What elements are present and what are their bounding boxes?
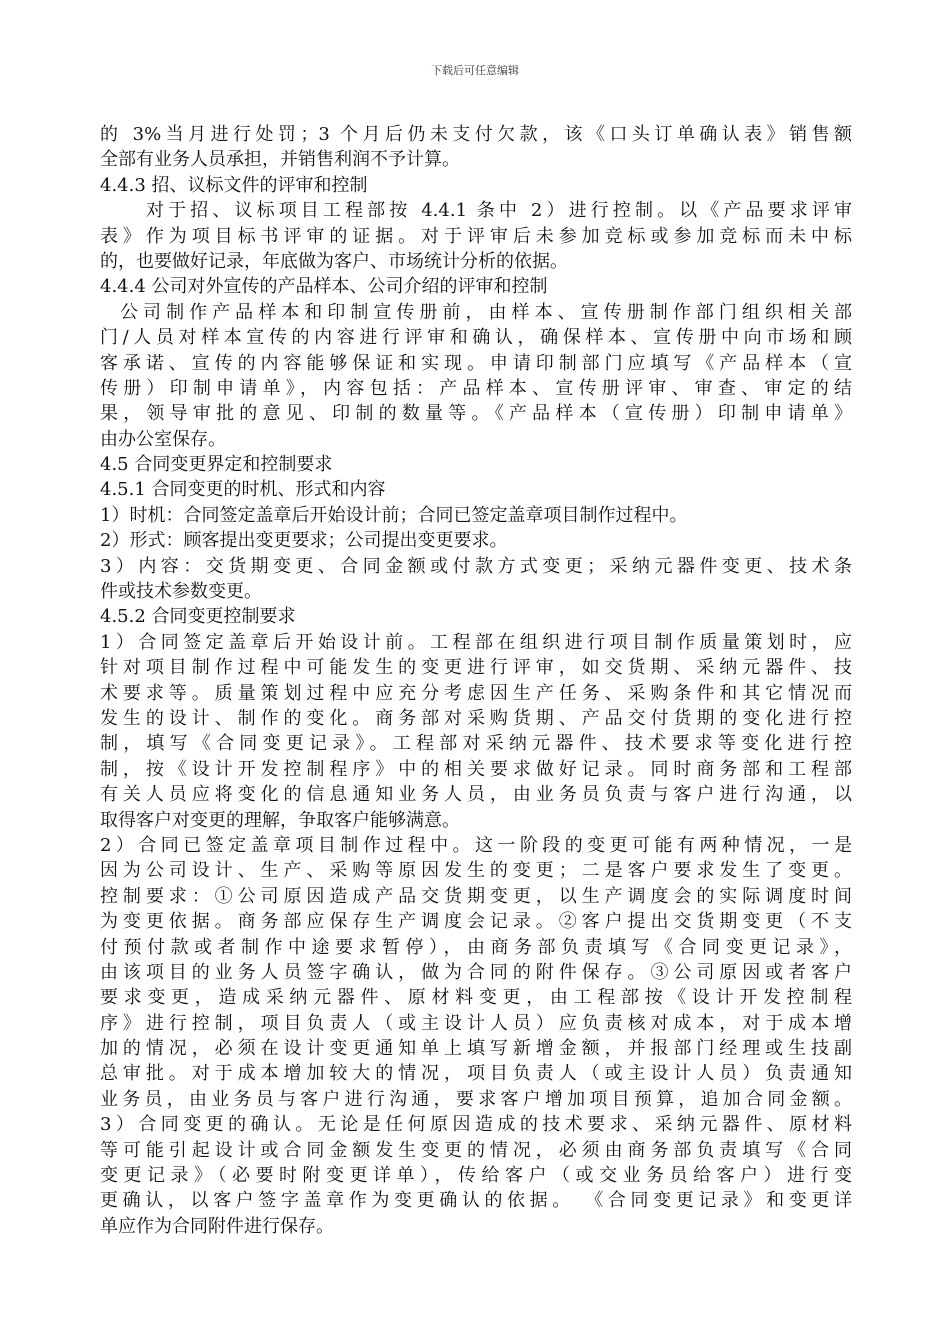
text-line: 4.5 合同变更界定和控制要求 [100, 454, 333, 476]
text-line: 等可能引起设计或合同金额发生变更的情况，必须由商务部负责填写《合同 [100, 1139, 852, 1161]
text-line: 由该项目的业务人员签字确认，做为合同的附件保存。③公司原因或者客户 [100, 961, 852, 983]
text-line: 由办公室保存。 [100, 428, 226, 450]
text-line: 门/人员对样本宣传的内容进行评审和确认，确保样本、宣传册中向市场和顾 [100, 327, 852, 349]
text-line: 制，按《设计开发控制程序》中的相关要求做好记录。同时商务部和工程部 [100, 758, 852, 780]
text-line: 全部有业务人员承担，并销售利润不予计算。 [100, 149, 460, 171]
text-line: 1）合同签定盖章后开始设计前。工程部在组织进行项目制作质量策划时，应 [100, 631, 852, 653]
text-line: 3）合同变更的确认。无论是任何原因造成的技术要求、采纳元器件、原材料 [100, 1114, 852, 1136]
text-line: 传册）印制申请单》，内容包括：产品样本、宣传册评审、审查、审定的结 [100, 377, 852, 399]
text-line: 序》进行控制，项目负责人（或主设计人员）应负责核对成本，对于成本增 [100, 1012, 852, 1034]
text-line: 客承诺、宣传的内容能够保证和实现。申请印制部门应填写《产品样本（宣 [100, 352, 852, 374]
text-line: 件或技术参数变更。 [100, 581, 262, 603]
text-line: 1）时机：合同签定盖章后开始设计前；合同已签定盖章项目制作过程中。 [100, 504, 688, 526]
document-body [100, 122, 852, 1239]
text-line: 付预付款或者制作中途要求暂停），由商务部负责填写《合同变更记录》， [100, 936, 852, 958]
text-line: 业务员，由业务员与客户进行沟通，要求客户增加项目预算，追加合同金额。 [100, 1088, 852, 1110]
page-header-note: 下载后可任意编辑 [431, 64, 519, 77]
text-line: 针对项目制作过程中可能发生的变更进行评审，如交货期、采纳元器件、技 [100, 657, 852, 679]
text-line: 变更记录》（必要时附变更详单），传给客户（或交业务员给客户）进行变 [100, 1165, 852, 1187]
text-line: 对于招、议标项目工程部按 4.4.1 条中 2）进行控制。以《产品要求评审 [146, 200, 852, 222]
text-line: 的，也要做好记录，年底做为客户、市场统计分析的依据。 [100, 250, 568, 272]
text-line: 因为公司设计、生产、采购等原因发生的变更；二是客户要求发生了变更。 [100, 860, 852, 882]
text-line: 取得客户对变更的理解，争取客户能够满意。 [100, 809, 460, 831]
text-line: 公司制作产品样本和印制宣传册前，由样本、宣传册制作部门组织相关部 [120, 301, 852, 323]
text-line: 3）内容：交货期变更、合同金额或付款方式变更；采纳元器件变更、技术条 [100, 555, 852, 577]
text-line: 要求变更，造成采纳元器件、原材料变更，由工程部按《设计开发控制程 [100, 987, 852, 1009]
text-line: 果，领导审批的意见、印制的数量等。《产品样本（宣传册）印制申请单》 [100, 403, 852, 425]
text-line: 有关人员应将变化的信息通知业务人员，由业务员负责与客户进行沟通，以 [100, 784, 852, 806]
text-line: 术要求等。质量策划过程中应充分考虑因生产任务、采购条件和其它情况而 [100, 682, 852, 704]
text-line: 4.4.3 招、议标文件的评审和控制 [100, 174, 368, 196]
text-line: 的 3%当月进行处罚；3 个月后仍未支付欠款，该《口头订单确认表》销售额 [100, 124, 852, 145]
text-line: 发生的设计、制作的变化。商务部对采购货期、产品交付货期的变化进行控 [100, 707, 852, 729]
text-line: 加的情况，必须在设计变更通知单上填写新增金额，并报部门经理或生技副 [100, 1038, 852, 1060]
text-line: 更确认，以客户签字盖章作为变更确认的依据。 《合同变更记录》和变更详 [100, 1190, 852, 1212]
text-line: 控制要求：①公司原因造成产品交货期变更，以生产调度会的实际调度时间 [100, 885, 852, 907]
text-line: 2）形式：顾客提出变更要求；公司提出变更要求。 [100, 530, 508, 552]
text-line: 4.4.4 公司对外宣传的产品样本、公司介绍的评审和控制 [100, 276, 548, 298]
text-line: 制，填写《合同变更记录》。工程部对采纳元器件、技术要求等变化进行控 [100, 733, 852, 755]
text-line: 表》作为项目标书评审的证据。对于评审后未参加竞标或参加竞标而未中标 [100, 225, 852, 247]
text-line: 4.5.2 合同变更控制要求 [100, 606, 296, 628]
text-line: 4.5.1 合同变更的时机、形式和内容 [100, 479, 386, 501]
text-line: 2）合同已签定盖章项目制作过程中。这一阶段的变更可能有两种情况，一是 [100, 834, 852, 856]
text-line: 总审批。对于成本增加较大的情况，项目负责人（或主设计人员）负责通知 [100, 1063, 852, 1085]
text-line: 单应作为合同附件进行保存。 [100, 1215, 334, 1237]
text-line: 为变更依据。商务部应保存生产调度会记录。②客户提出交货期变更（不支 [100, 911, 852, 933]
